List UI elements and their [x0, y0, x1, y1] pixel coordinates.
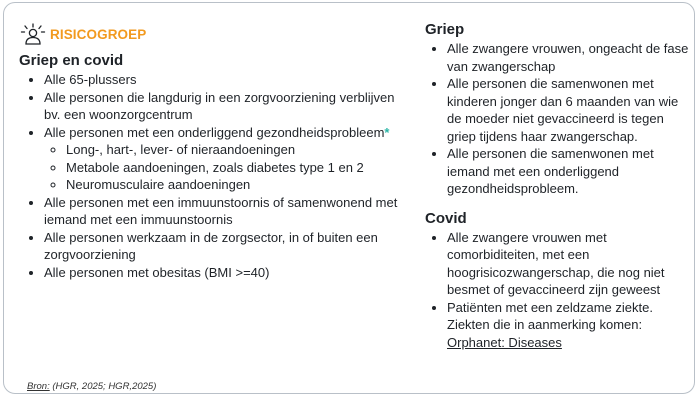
sub-list-item: ◦ Metabole aandoeningen, zoals diabetes type 1 en 2 [66, 159, 410, 177]
list-item-text: Alle personen werkzaam in de zorgsector, in of buiten een zorgvoorziening [44, 229, 378, 262]
list-item: • Alle personen die samenwonen met kinderen jonger dan 6 maanden van wie de moeder niet gevaccineerd is tegen griep tijdens haar zwangerschap. [447, 75, 693, 145]
list-item-text: Alle personen met obesitas (BMI >=40) [44, 264, 270, 280]
list-item-text: Alle zwangere vrouwen met comorbiditeiten, met een hoogrisicozwangerschap, die nog niet besmet of gevaccineerd zijn geweest [447, 229, 665, 297]
left-list [18, 71, 410, 281]
list-item: • Alle zwangere vrouwen, ongeacht de fase van zwangerschap [447, 40, 693, 75]
list-item [44, 71, 410, 89]
right-column [425, 21, 693, 351]
person-alert-icon [20, 23, 46, 45]
source-text: (HGR, 2025; HGR,2025) [49, 381, 157, 392]
list-item [447, 229, 693, 299]
sub-list [44, 141, 410, 194]
sub-list-item: ◦ Long-, hart-, lever- of nieraandoeningen [66, 141, 410, 159]
covid-list [425, 229, 693, 352]
source-note [27, 381, 156, 392]
header-label: RISICOGROEP [50, 26, 147, 42]
left-column [18, 21, 410, 281]
source-label: Bron: [27, 381, 50, 392]
list-item-text: Alle personen met een immuunstoornis of samenwonend met iemand met een immuunstoornis [44, 194, 398, 227]
left-heading: Griep en covid [19, 52, 124, 69]
list-item [447, 299, 693, 352]
list-item [44, 194, 410, 229]
list-item [44, 89, 410, 124]
list-item [44, 124, 410, 194]
griep-heading: Griep [425, 21, 465, 38]
list-item-text: Alle personen met een onderliggend gezondheidsprobleem [44, 124, 385, 140]
list-item [44, 264, 410, 282]
covid-heading: Covid [425, 209, 467, 227]
list-item: • Alle personen die samenwonen met iemand met een onderliggend gezondheidsprobleem. [447, 145, 693, 198]
list-item-text: Alle personen die langdurig in een zorgvoorziening verblijven bv. een woonzorgcentrum [44, 89, 395, 122]
card-header [20, 21, 410, 47]
footnote-marker: * [384, 124, 390, 140]
griep-list [425, 40, 693, 198]
list-item-text: Alle 65-plussers [44, 72, 137, 87]
info-card [3, 2, 695, 394]
list-item-text: Patiënten met een zeldzame ziekte. Ziekten die in aanmerking komen: [447, 299, 653, 332]
list-item [44, 229, 410, 264]
sub-list-item: ◦ Neuromusculaire aandoeningen [66, 176, 410, 194]
orphanet-link[interactable]: Orphanet: Diseases [447, 334, 562, 350]
